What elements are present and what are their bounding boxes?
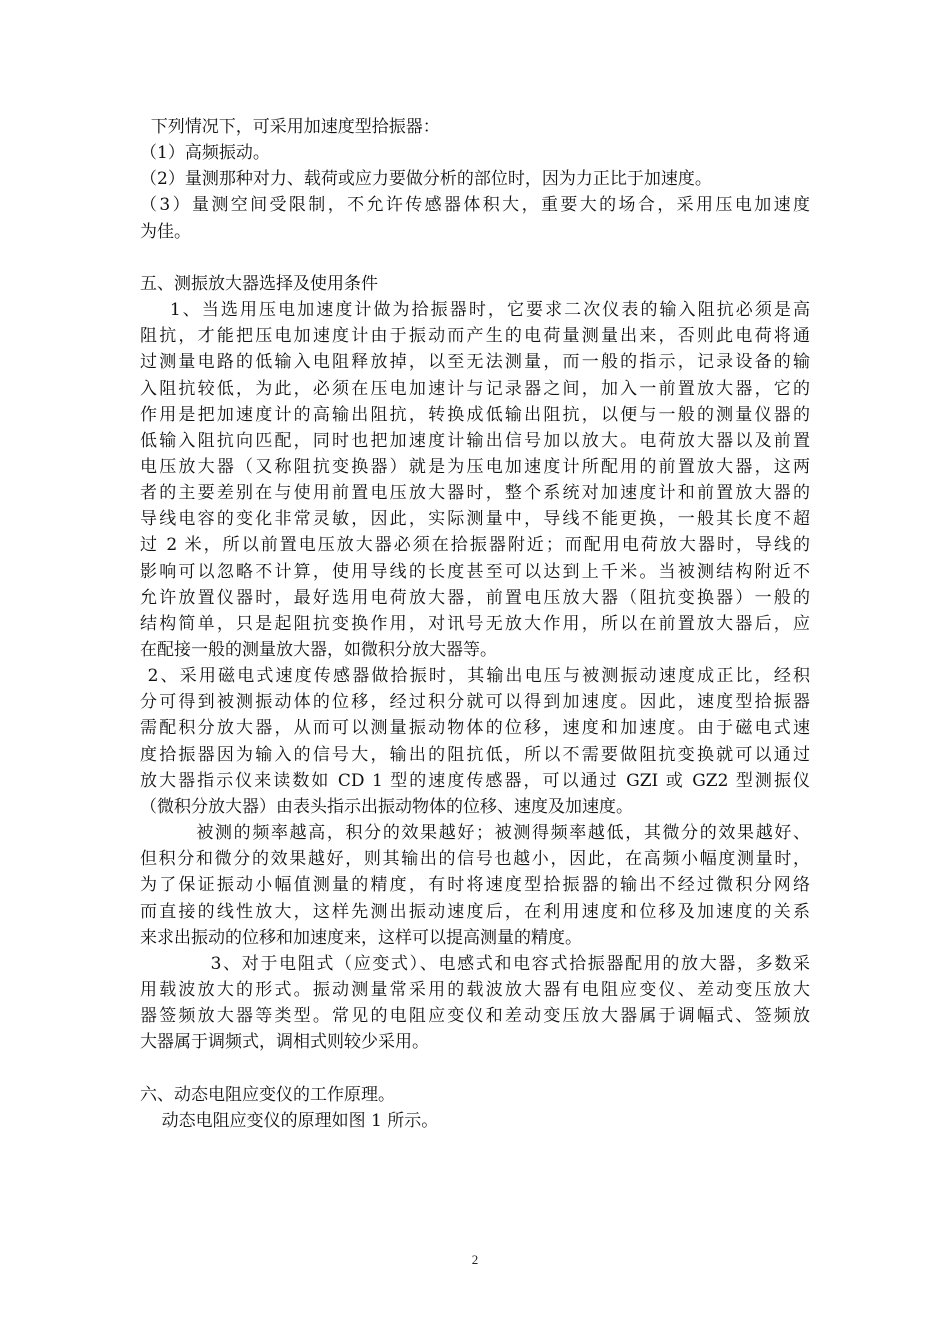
text-line: 为佳。 bbox=[140, 221, 191, 242]
text-line: 度拾振器因为输入的信号大，输出的阻抗低，所以不需要做阻抗变换就可以通过 bbox=[140, 744, 810, 765]
text-line: 为了保证振动小幅值测量的精度，有时将速度型拾振器的输出不经过微积分网络 bbox=[140, 875, 810, 896]
text-line: 来求出振动的位移和加速度来，这样可以提高测量的精度。 bbox=[140, 927, 582, 948]
text-line: 结构简单，只是起阻抗变换作用，对讯号无放大作用，所以在前置放大器后，应 bbox=[140, 613, 810, 634]
text-line: 六、动态电阻应变仪的工作原理。 bbox=[140, 1084, 395, 1105]
text-line: 3、对于电阻式（应变式）、电感式和电容式拾振器配用的放大器，多数采 bbox=[140, 953, 810, 974]
text-line: 需配积分放大器，从而可以测量振动物体的位移，速度和加速度。由于磁电式速 bbox=[140, 718, 810, 739]
text-line: 五、测振放大器选择及使用条件 bbox=[140, 273, 378, 294]
text-line: 下列情况下，可采用加速度型拾振器： bbox=[140, 117, 440, 137]
text-line: 1、当选用压电加速度计做为拾振器时，它要求二次仪表的输入阻抗必须是高 bbox=[140, 300, 810, 320]
text-line: 而直接的线性放大，这样先测出振动速度后，在利用速度和位移及加速度的关系 bbox=[140, 901, 810, 922]
text-line: 2、采用磁电式速度传感器做拾振时，其输出电压与被测振动速度成正比，经积 bbox=[140, 666, 810, 687]
text-line: 用载波放大的形式。振动测量常采用的载波放大器有电阻应变仪、差动变压放大 bbox=[140, 979, 810, 1000]
text-line: 允许放置仪器时，最好选用电荷放大器，前置电压放大器（阻抗变换器）一般的 bbox=[140, 587, 810, 608]
text-line: 过 2 米，所以前置电压放大器必须在拾振器附近；而配用电荷放大器时，导线的 bbox=[140, 535, 810, 556]
text-line: 大器属于调频式，调相式则较少采用。 bbox=[140, 1032, 429, 1053]
text-line: 阻抗，才能把压电加速度计由于振动而产生的电荷量测量出来，否则此电荷将通 bbox=[140, 326, 810, 347]
page-number: 2 bbox=[471, 1252, 479, 1267]
text-line: 者的主要差别在与使用前置电压放大器时，整个系统对加速度计和前置放大器的 bbox=[140, 483, 810, 504]
text-line: （2）量测那种对力、载荷或应力要做分析的部位时，因为力正比于加速度。 bbox=[140, 169, 712, 190]
text-line: 放大器指示仪来读数如 CD 1 型的速度传感器，可以通过 GZI 或 GZ2 型测振仪 bbox=[140, 770, 810, 791]
text-line: 动态电阻应变仪的原理如图 1 所示。 bbox=[140, 1110, 439, 1131]
text-line: 但积分和微分的效果越好，则其输出的信号也越小，因此，在高频小幅度测量时， bbox=[140, 849, 810, 870]
text-line: 作用是把加速度计的高输出阻抗，转换成低输出阻抗，以便与一般的测量仪器的 bbox=[140, 404, 810, 425]
text-line: （3）量测空间受限制，不允许传感器体积大，重要大的场合，采用压电加速度 bbox=[140, 195, 810, 216]
text-line: 在配接一般的测量放大器，如微积分放大器等。 bbox=[140, 640, 497, 660]
text-line: 影响可以忽略不计算，使用导线的长度甚至可以达到上千米。当被测结构附近不 bbox=[140, 561, 810, 582]
text-line: （1）高频振动。 bbox=[140, 143, 270, 164]
text-line: 被测的频率越高，积分的效果越好；被测得频率越低，其微分的效果越好、 bbox=[140, 823, 810, 843]
text-line: 电压放大器（又称阻抗变换器）就是为压电加速度计所配用的前置放大器，这两 bbox=[140, 456, 810, 477]
text-line: 器签频放大器等类型。常见的电阻应变仪和差动变压放大器属于调幅式、签频放 bbox=[140, 1006, 810, 1027]
text-line: 入阻抗较低，为此，必须在压电加速计与记录器之间，加入一前置放大器，它的 bbox=[140, 378, 810, 399]
text-line: 过测量电路的低输入电阻释放掉，以至无法测量，而一般的指示，记录设备的输 bbox=[140, 352, 810, 373]
text-line: 低输入阻抗向匹配，同时也把加速度计输出信号加以放大。电荷放大器以及前置 bbox=[140, 430, 810, 451]
text-line: 分可得到被测振动体的位移，经过积分就可以得到加速度。因此，速度型拾振器 bbox=[140, 692, 810, 713]
text-line: （微积分放大器）由表头指示出振动物体的位移、速度及加速度。 bbox=[140, 796, 633, 817]
text-line: 导线电容的变化非常灵敏，因此，实际测量中，导线不能更换，一般其长度不超 bbox=[140, 509, 810, 530]
